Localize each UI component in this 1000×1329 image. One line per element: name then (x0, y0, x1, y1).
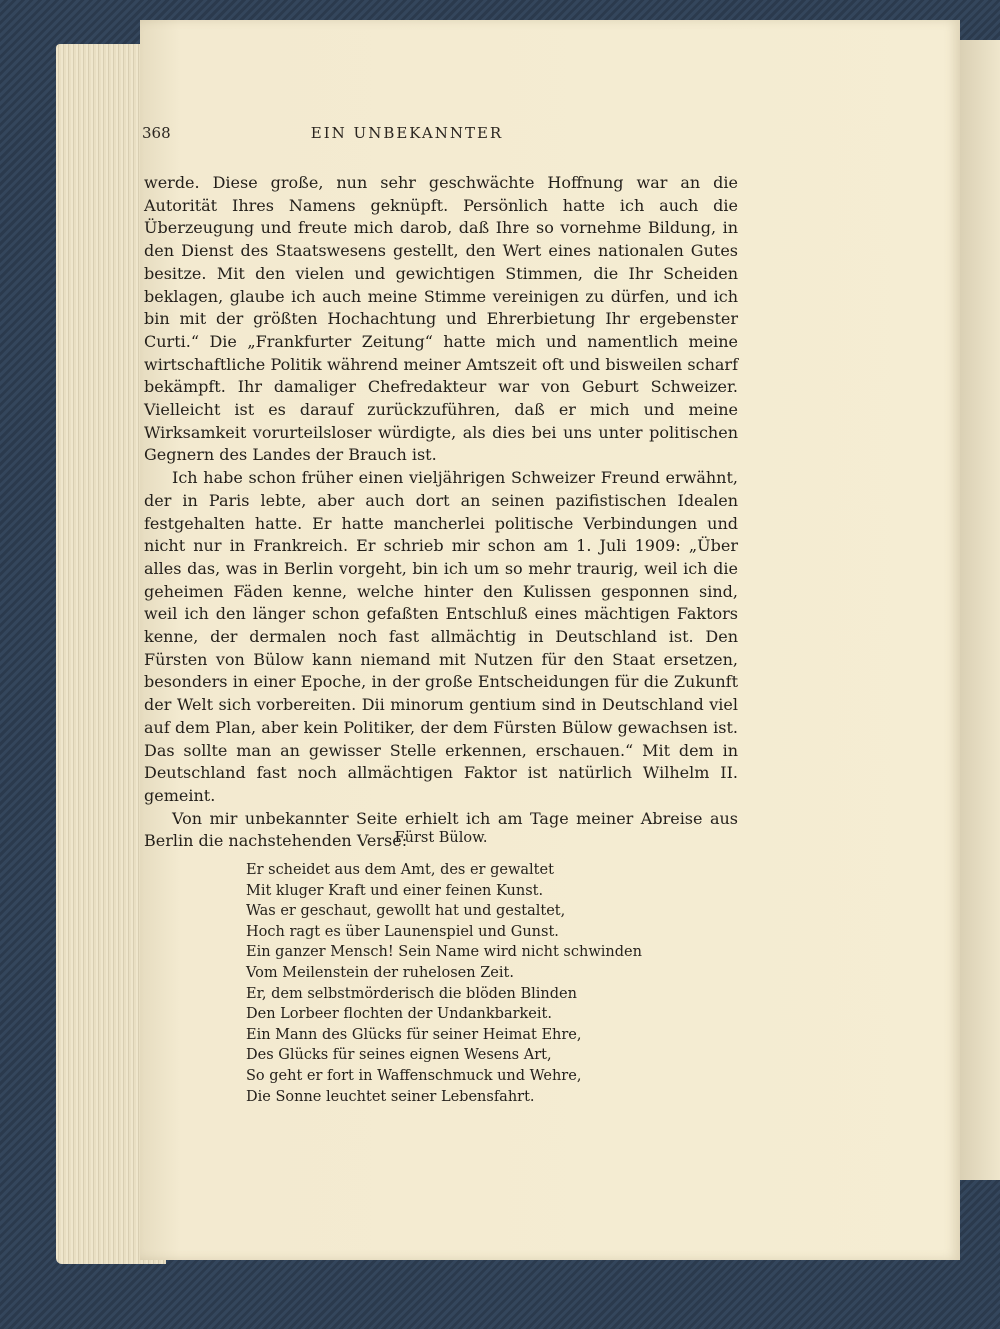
running-title: EIN UNBEKANNTER (310, 124, 504, 142)
poem-line: Den Lorbeer flochten der Undankbarkeit. (246, 1006, 552, 1023)
paragraph: Von mir unbekannter Seite erhielt ich am Tage meiner Abreise aus Berlin die nachstehenden Verse: (144, 808, 738, 851)
poem (246, 860, 726, 1107)
poem-line: Des Glücks für seines eignen Wesens Art, (246, 1047, 552, 1064)
poem-line: Mit kluger Kraft und einer feinen Kunst. (246, 882, 544, 899)
poem-line: Die Sonne leuchtet seiner Lebensfahrt. (246, 1088, 535, 1105)
facing-page-edge (958, 40, 1000, 1180)
poem-line: Was er geschaut, gewollt hat und gestaltet, (246, 903, 566, 920)
poem-line: So geht er fort in Waffenschmuck und Wehre, (246, 1067, 582, 1084)
poem-line: Ein ganzer Mensch! Sein Name wird nicht schwinden (246, 944, 642, 961)
body-text (144, 172, 738, 853)
paragraph: werde. Diese große, nun sehr geschwächte Hoffnung war an die Autorität Ihres Namens geknüpft. Persönlich hatte ich auch die Überzeugung und freute mich darob, daß Ihre so vornehme Bildung, in den Dienst des Staatswesens gestellt, den Wert eines nationalen Gutes besitze. Mit den vielen und gewichtigen Stimmen, die Ihr Scheiden beklagen, glaube ich auch meine Stimme vereinigen zu dürfen, und ich bin mit der größten Hochachtung und Ehrerbietung Ihr ergebenster Curti.“ Die „Frankfurter Zeitung“ hatte mich und namentlich meine wirtschaftliche Politik während meiner Amtszeit oft und bisweilen scharf bekämpft. Ihr damaliger Chefredakteur war von Geburt Schweizer. Vielleicht ist es darauf zurückzuführen, daß er mich und meine Wirksamkeit vorurteilsloser würdigte, als dies bei uns unter politischen Gegnern des Landes der Brauch ist. (144, 173, 738, 465)
poem-line: Ein Mann des Glücks für seiner Heimat Ehre, (246, 1026, 582, 1043)
poem-line: Hoch ragt es über Launenspiel und Gunst. (246, 923, 559, 940)
poem-line: Vom Meilenstein der ruhelosen Zeit. (246, 964, 514, 981)
poem-line: Er scheidet aus dem Amt, des er gewaltet (246, 862, 554, 878)
poem-title: Fürst Bülow. (394, 830, 488, 846)
poem-line: Er, dem selbstmörderisch die blöden Blinden (246, 985, 577, 1002)
page-number: 368 (142, 124, 171, 142)
paragraph: Ich habe schon früher einen vieljährigen Schweizer Freund erwähnt, der in Paris lebte, aber auch dort an seinen pazifistischen Idealen festgehalten hatte. Er hatte mancherlei politische Verbindungen und nicht nur in Frankreich. Er schrieb mir schon am 1. Juli 1909: „Über alles das, was in Berlin vorgeht, bin ich um so mehr traurig, weil ich die geheimen Fäden kenne, welche hinter den Kulissen gesponnen sind, weil ich den länger schon gefaßten Entschluß eines mächtigen Faktors kenne, der dermalen noch fast allmächtig in Deutschland ist. Den Fürsten von Bülow kann niemand mit Nutzen für den Staat ersetzen, besonders in einer Epoche, in der große Entscheidungen für die Zukunft der Welt sich vorbereiten. Dii minorum gentium sind in Deutschland viel auf dem Plan, aber kein Politiker, der dem Fürsten Bülow gewachsen ist. Das sollte man an gewisser Stelle erkennen, erschauen.“ Mit dem in Deutschland fast noch allmächtigen Faktor ist natürlich Wilhelm II. gemeint. (144, 468, 738, 805)
page-header (142, 124, 672, 152)
